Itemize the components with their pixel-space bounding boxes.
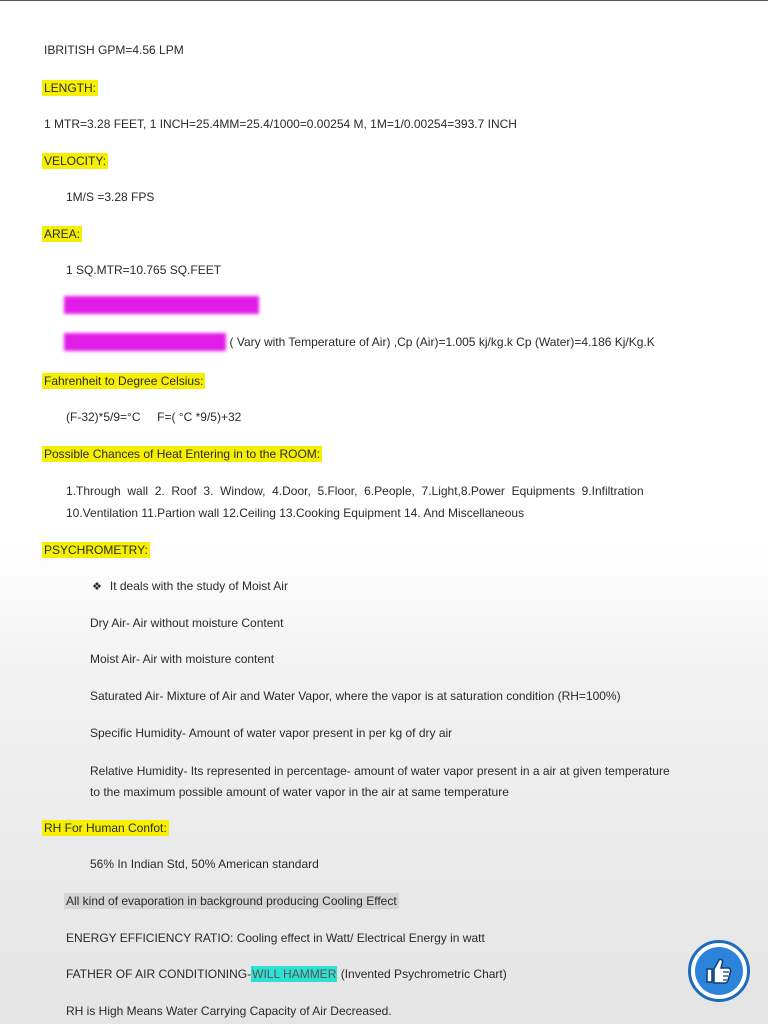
heat-heading-text: Possible Chances of Heat Entering in to the ROOM:: [44, 447, 321, 461]
father-of-ac-prefix: FATHER OF AIR CONDITIONING-: [66, 967, 252, 981]
rh-comfort-heading-text: RH For Human Confot:: [44, 821, 167, 835]
heat-text-line-2: 10.Ventilation 11.Partion wall 12.Ceiling 13.Cooking Equipment 14. And Miscellaneous: [66, 506, 525, 520]
velocity-text: 1M/S =3.28 FPS: [66, 190, 155, 204]
father-of-ac-line: [66, 966, 507, 982]
top-border: [0, 0, 768, 1]
rh-high-line: RH is High Means Water Carrying Capacity of Air Decreased.: [66, 1004, 392, 1018]
area-text: 1 SQ.MTR=10.765 SQ.FEET: [66, 263, 222, 277]
evaporation-line: [64, 893, 399, 909]
velocity-heading-text: VELOCITY:: [44, 154, 107, 168]
saturated-air-definition: Saturated Air- Mixture of Air and Water Vapor, where the vapor is at saturation condition (RH=100%): [90, 689, 621, 703]
psychrometry-heading-text: PSYCHROMETRY:: [44, 543, 148, 557]
dry-air-definition: Dry Air- Air without moisture Content: [90, 616, 284, 630]
length-heading: [42, 80, 98, 96]
psychrometry-bullet-text: It deals with the study of Moist Air: [109, 579, 288, 593]
area-heading-text: AREA:: [44, 227, 81, 241]
relative-humidity-line-1: Relative Humidity- Its represented in percentage- amount of water vapor present in a air at given temperature: [90, 764, 670, 778]
rh-comfort-text: 56% In Indian Std, 50% American standard: [90, 857, 319, 871]
eer-line: ENERGY EFFICIENCY RATIO: Cooling effect in Watt/ Electrical Energy in watt: [66, 931, 485, 945]
heat-heading: [42, 446, 322, 462]
length-heading-text: LENGTH:: [44, 81, 97, 95]
relative-humidity-line-2: to the maximum possible amount of water vapor in the air at same temperature: [90, 785, 509, 799]
density-air-line: [64, 334, 655, 350]
fahrenheit-heading: [42, 373, 205, 389]
heat-text-line-1: 1.Through wall 2. Roof 3. Window, 4.Door, 5.Floor, 6.People, 7.Light,8.Power Equipments 9.Infiltration: [66, 484, 644, 498]
father-of-ac-suffix: (Invented Psychrometric Chart): [337, 967, 507, 981]
fahrenheit-text: (F-32)*5/9=°C F=( °C *9/5)+32: [66, 410, 242, 424]
father-of-ac-name: WILL HAMMER: [252, 967, 337, 981]
area-heading: [42, 226, 82, 242]
thumbs-up-icon: [695, 947, 743, 995]
velocity-heading: [42, 153, 108, 169]
psychrometry-heading: [42, 542, 150, 558]
density-water-line: [64, 297, 259, 313]
fahrenheit-heading-text: Fahrenheit to Degree Celsius:: [44, 374, 204, 388]
rh-comfort-heading: [42, 820, 169, 836]
length-text: 1 MTR=3.28 FEET, 1 INCH=25.4MM=25.4/1000=0.00254 M, 1M=1/0.00254=393.7 INCH: [44, 117, 517, 131]
specific-humidity-definition: Specific Humidity- Amount of water vapor present in per kg of dry air: [90, 726, 453, 740]
diamond-star-bullet-icon: ❖: [92, 581, 102, 593]
density-air-note: ( Vary with Temperature of Air) ,Cp (Air)=1.005 kj/kg.k Cp (Water)=4.186 Kj/Kg.K: [229, 335, 655, 349]
density-water-highlight: DENSITY OF WATER=1000 KG/M³: [64, 296, 259, 314]
evaporation-text: All kind of evaporation in background producing Cooling Effect: [66, 894, 397, 908]
psychrometry-bullet-item: [92, 578, 288, 595]
moist-air-definition: Moist Air- Air with moisture content: [90, 652, 275, 666]
density-air-highlight: DENSITY OF AIR=1.2 KG/M³: [64, 333, 226, 351]
gpm-line: IBRITISH GPM=4.56 LPM: [44, 43, 184, 57]
like-button[interactable]: [688, 940, 750, 1002]
